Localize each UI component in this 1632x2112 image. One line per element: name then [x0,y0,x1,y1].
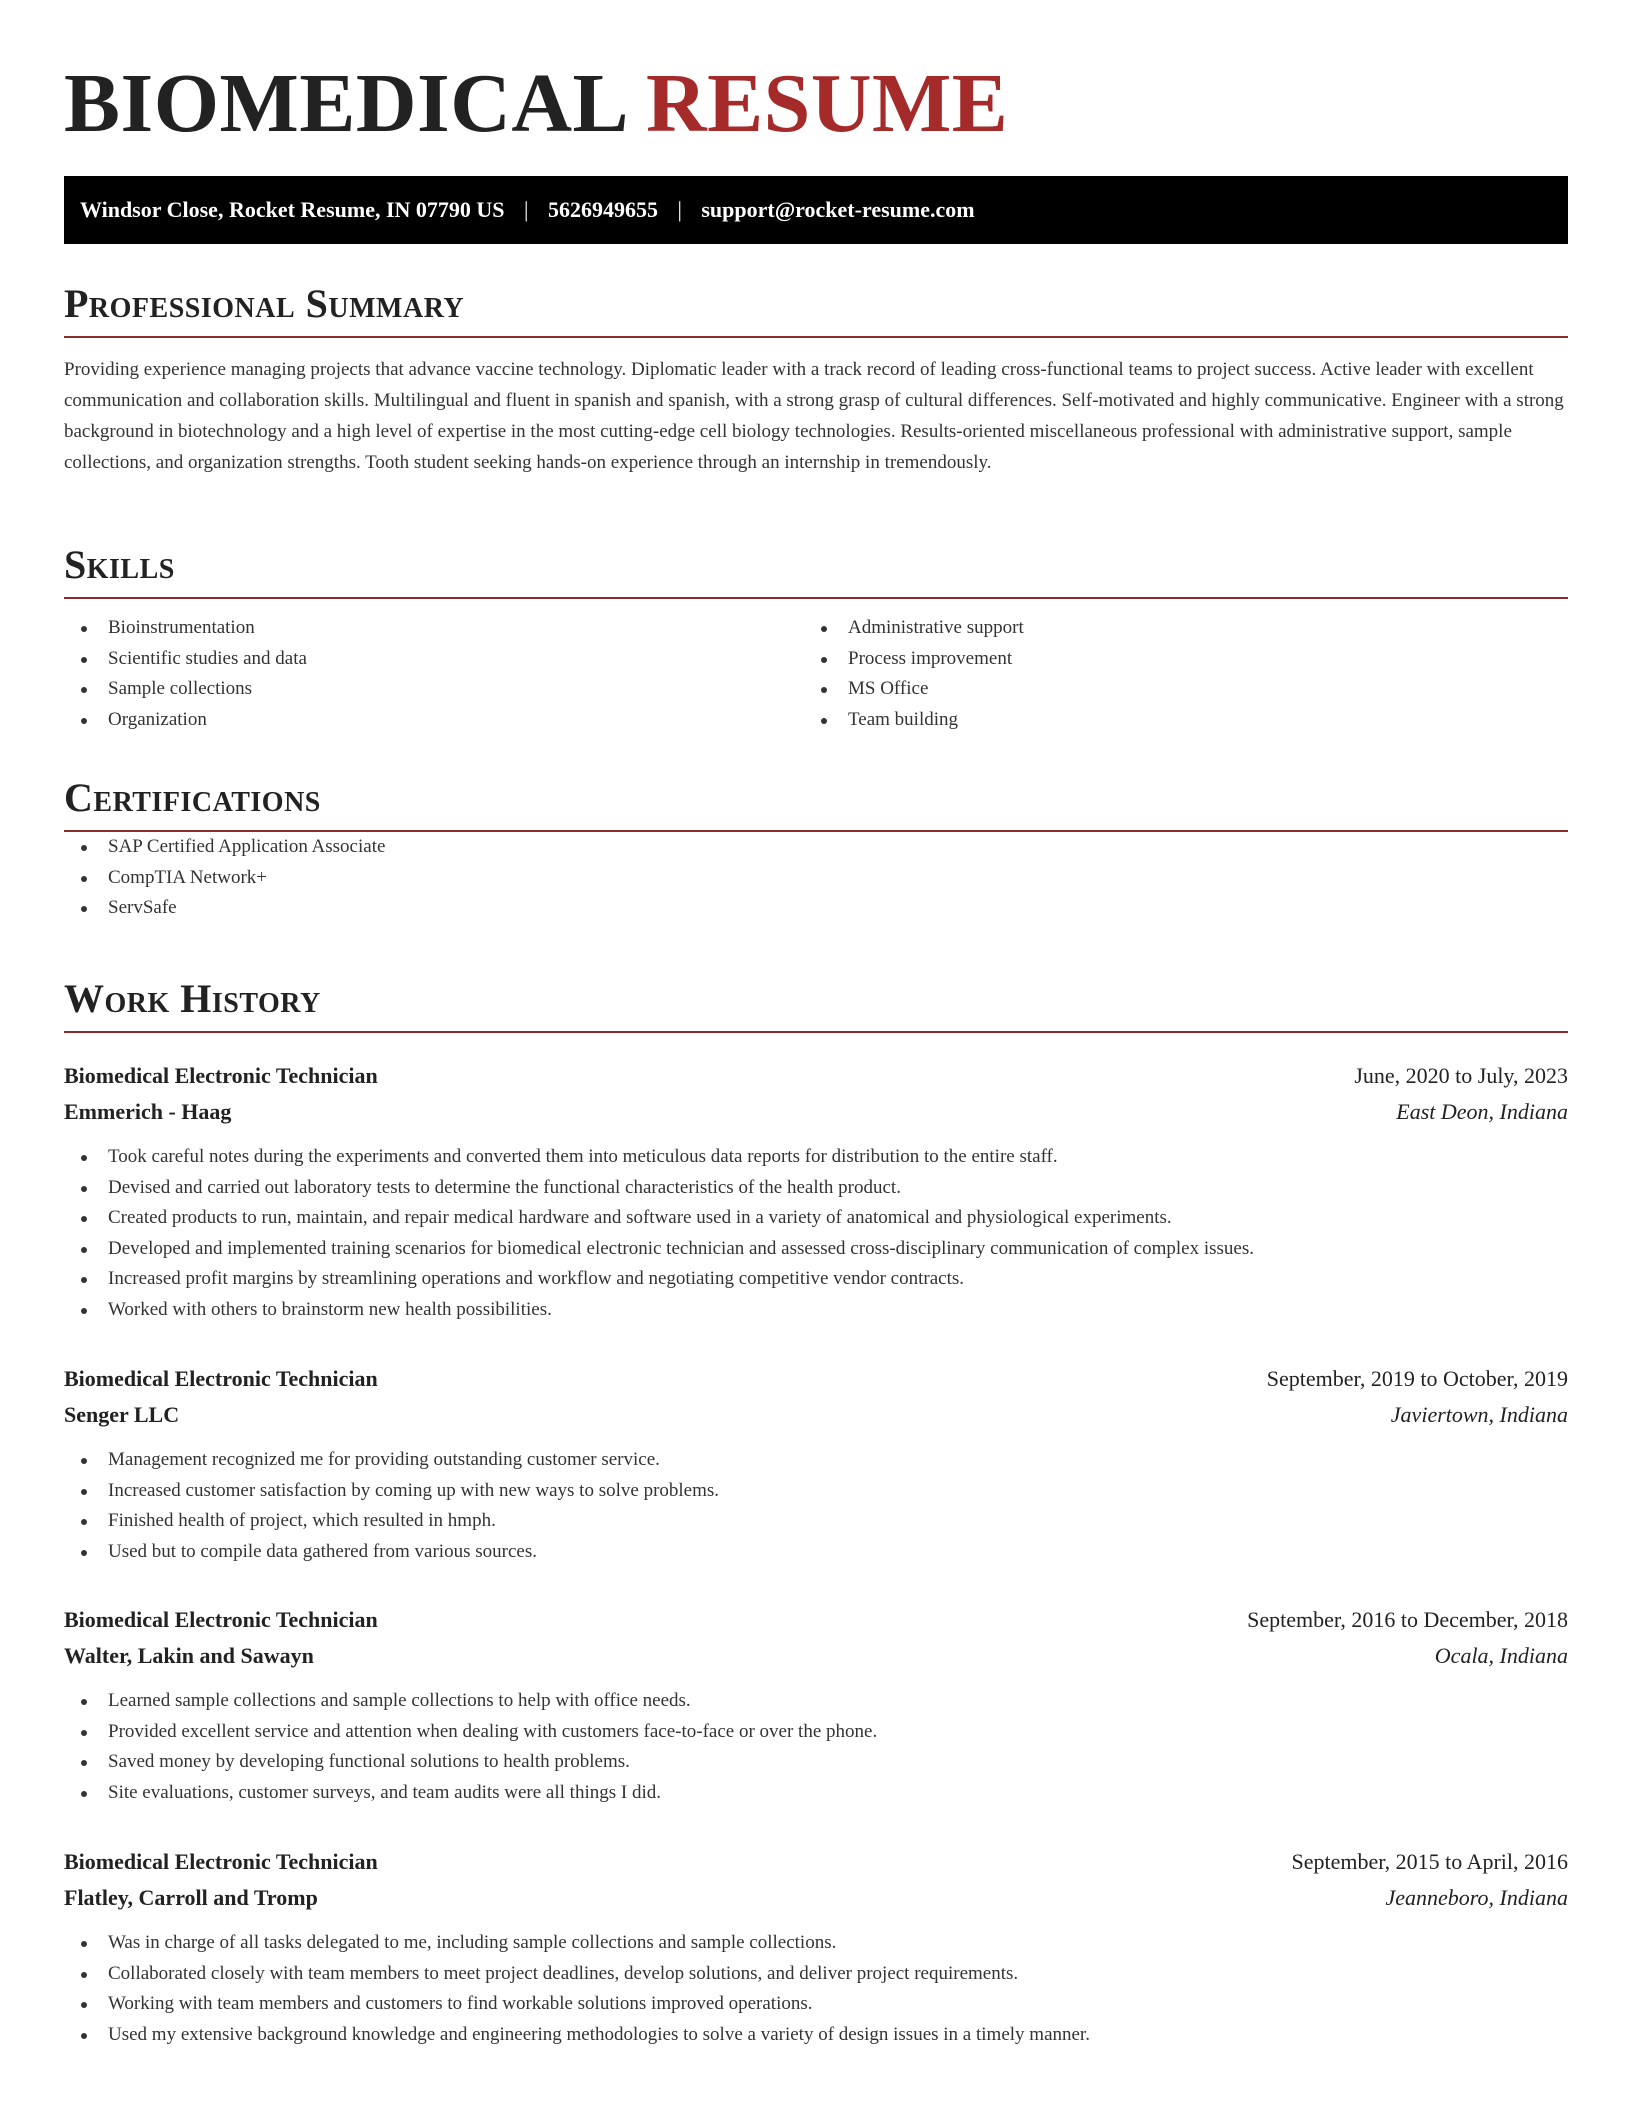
job-location: Jeanneboro, Indiana [1385,1885,1568,1910]
job-title: Biomedical Electronic Technician [64,1849,378,1874]
job-bullet: Saved money by developing functional solutions to health problems. [64,1747,1568,1778]
job-bullet: Developed and implemented training scenarios for biomedical electronic technician and assessed cross-disciplinary communication of complex issues. [64,1234,1568,1265]
job-location: East Deon, Indiana [1396,1099,1568,1124]
job-bullet: Used but to compile data gathered from various sources. [64,1537,1568,1568]
job-dates: June, 2020 to July, 2023 [1354,1063,1568,1088]
section-title-skills: Skills [64,541,1568,599]
contact-email: support@rocket-resume.com [701,197,975,222]
certification-item: SAP Certified Application Associate [64,832,1568,863]
job-bullet: Management recognized me for providing outstanding customer service. [64,1445,1568,1476]
job-bullet: Learned sample collections and sample collections to help with office needs. [64,1686,1568,1717]
skill-item: Process improvement [804,644,1544,675]
skills-grid [64,613,1568,735]
job-location: Javiertown, Indiana [1390,1402,1568,1427]
job-bullet: Worked with others to brainstorm new health possibilities. [64,1295,1568,1326]
job-bullets [64,1686,1568,1808]
job-company: Emmerich - Haag [64,1099,232,1124]
job-bullet: Created products to run, maintain, and repair medical hardware and software used in a variety of anatomical and physiological experiments. [64,1203,1568,1234]
job-bullet: Increased profit margins by streamlining operations and workflow and negotiating competitive vendor contracts. [64,1264,1568,1295]
job-company: Flatley, Carroll and Tromp [64,1885,318,1910]
contact-bar [64,176,1568,244]
job-bullet: Collaborated closely with team members to meet project deadlines, develop solutions, and deliver project requirements. [64,1959,1568,1990]
resume-name [64,56,1008,152]
section-title-summary: Professional Summary [64,280,1568,338]
contact-separator: | [677,197,682,222]
skills-column-left [64,613,804,735]
summary-text: Providing experience managing projects that advance vaccine technology. Diplomatic leader with a track record of leading cross-functional teams to project success. Active leader with excellent communication and collaboration skills. Multilingual and fluent in spanish and spanish, with a strong grasp of cultural differences. Self-motivated and highly communicative. Engineer with a strong background in biotechnology and a high level of expertise in the most cutting-edge cell biology technologies. Results-oriented miscellaneous professional with administrative support, sample collections, and organization strengths. Tooth student seeking hands-on experience through an internship in tremendously. [64,359,1564,473]
job-dates: September, 2016 to December, 2018 [1247,1607,1568,1632]
job-entry [64,1602,1568,1808]
job-entry [64,1361,1568,1567]
job-bullets [64,1445,1568,1567]
summary-section [64,280,1568,478]
skills-section [64,541,1568,735]
skill-item: Bioinstrumentation [64,613,804,644]
skill-item: MS Office [804,674,1544,705]
section-title-work: Work History [64,975,1568,1033]
job-bullet: Working with team members and customers to find workable solutions improved operations. [64,1989,1568,2020]
job-entry [64,1058,1568,1325]
job-company: Walter, Lakin and Sawayn [64,1643,314,1668]
skill-item: Administrative support [804,613,1544,644]
job-dates: September, 2015 to April, 2016 [1291,1849,1568,1874]
job-bullet: Was in charge of all tasks delegated to me, including sample collections and sample collections. [64,1928,1568,1959]
job-bullet: Increased customer satisfaction by coming up with new ways to solve problems. [64,1476,1568,1507]
job-company: Senger LLC [64,1402,180,1427]
skills-column-right [804,613,1544,735]
name-last: RESUME [645,57,1009,150]
job-location: Ocala, Indiana [1434,1643,1568,1668]
job-bullets [64,1142,1568,1325]
certifications-section [64,774,1568,924]
skill-item: Team building [804,705,1544,736]
job-bullets [64,1928,1568,2050]
work-section [64,975,1568,1033]
job-title: Biomedical Electronic Technician [64,1366,378,1391]
job-title: Biomedical Electronic Technician [64,1607,378,1632]
certification-item: ServSafe [64,893,1568,924]
job-bullet: Took careful notes during the experiments and converted them into meticulous data reports for distribution to the entire staff. [64,1142,1568,1173]
name-first: BIOMEDICAL [64,57,625,150]
section-title-certifications: Certifications [64,774,1568,832]
certification-item: CompTIA Network+ [64,863,1568,894]
contact-separator: | [524,197,529,222]
job-bullet: Provided excellent service and attention when dealing with customers face-to-face or over the phone. [64,1717,1568,1748]
job-title: Biomedical Electronic Technician [64,1063,378,1088]
contact-phone: 5626949655 [547,197,658,222]
job-bullet: Devised and carried out laboratory tests to determine the functional characteristics of the health product. [64,1173,1568,1204]
contact-address: Windsor Close, Rocket Resume, IN 07790 US [80,197,505,222]
skill-item: Sample collections [64,674,804,705]
job-bullet: Used my extensive background knowledge and engineering methodologies to solve a variety of design issues in a timely manner. [64,2020,1568,2051]
skill-item: Organization [64,705,804,736]
job-dates: September, 2019 to October, 2019 [1266,1366,1568,1391]
job-entry [64,1844,1568,2050]
job-bullet: Finished health of project, which resulted in hmph. [64,1506,1568,1537]
skill-item: Scientific studies and data [64,644,804,675]
job-bullet: Site evaluations, customer surveys, and team audits were all things I did. [64,1778,1568,1809]
certifications-list [64,832,1568,924]
